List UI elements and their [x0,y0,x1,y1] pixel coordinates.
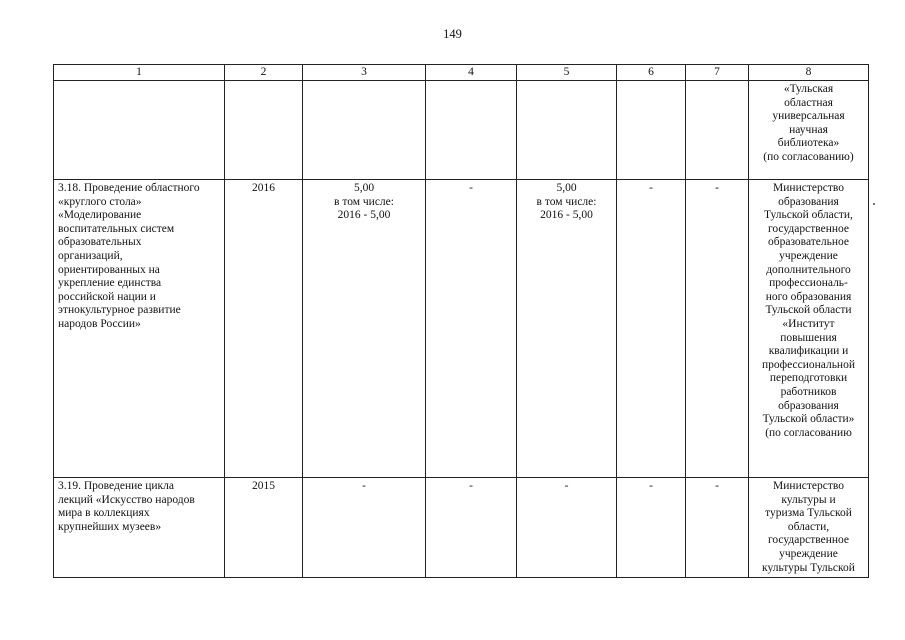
cell-line: Тульской области» [762,413,855,426]
cell-line: государственное [767,534,850,547]
year-cell: 2016 [225,180,303,478]
cell-line: квалификации и [768,345,849,358]
cell-line: воспитательных систем [58,222,175,235]
cell-line: учреждение [779,547,838,560]
cell-line: этнокультурное развитие [58,304,181,317]
regional-funding-cell [517,180,617,478]
page-number: 149 [443,27,462,41]
cell-line: Тульской области [765,304,852,317]
local-funding-cell: - [617,180,686,478]
header-cell: 3 [303,65,426,81]
federal-funding-cell [426,81,517,180]
table-header-row [54,65,869,81]
cell-line: государственное [767,222,850,235]
cell-line: Министерство [773,182,844,194]
header-cell: 1 [54,65,225,81]
cell-line: в том числе: [536,195,597,208]
scan-speck [873,203,875,205]
cell-line: библиотека» [777,137,840,150]
cell-line: народов России» [58,317,141,330]
other-funding-cell: - [686,478,749,578]
cell-line: 3.19. Проведение цикла [58,480,174,492]
federal-funding-cell: - [426,478,517,578]
table-row [54,81,869,180]
local-funding-cell: - [617,478,686,578]
header-cell: 7 [686,65,749,81]
cell-line: «круглого стола» [58,195,142,208]
cell-line: «Тульская [783,83,834,95]
year-cell: 2015 [225,478,303,578]
cell-line: туризма Тульской [765,507,852,520]
cell-line: образования [778,195,839,208]
cell-line: переподготовки [769,372,848,385]
cell-line: образовательное [767,236,850,249]
cell-line: учреждение [779,249,838,262]
cell-line: - [362,480,366,492]
total-funding-cell [303,180,426,478]
header-cell: 2 [225,65,303,81]
cell-line: Тульской области, [764,209,853,222]
total-funding-cell [303,478,426,578]
cell-line: универсальная [772,110,845,123]
regional-funding-cell [517,81,617,180]
federal-funding-cell: - [426,180,517,478]
cell-line: областная [784,96,833,109]
cell-line: «Институт [782,317,835,330]
activity-cell [54,180,225,478]
header-cell: 8 [749,65,869,81]
cell-line: ного образования [765,290,852,303]
cell-line: 2016 - 5,00 [540,209,593,222]
regional-funding-cell [517,478,617,578]
cell-line: повышения [780,331,837,344]
cell-line: 5,00 [556,182,577,194]
local-funding-cell [617,81,686,180]
year-cell [225,81,303,180]
cell-line: 5,00 [353,182,375,194]
cell-line: культуры и [781,493,836,506]
cell-line: в том числе: [334,195,394,208]
cell-line: крупнейших музеев» [58,520,162,533]
executor-cell [749,478,869,578]
header-cell: 6 [617,65,686,81]
cell-line: научная [789,123,828,136]
cell-line: - [564,480,569,492]
cell-line: профессиональ- [769,277,848,290]
cell-line: области, [787,520,830,533]
table-row [54,180,869,478]
cell-line: укрепление единства [58,277,162,290]
cell-line: работников [780,385,837,398]
cell-line: ориентированных на [58,263,160,276]
total-funding-cell [303,81,426,180]
cell-line: образовательных [58,236,142,249]
cell-line: (по согласованию [765,426,852,439]
cell-line: образования [778,399,839,412]
table-row [54,478,869,578]
cell-line: 2016 - 5,00 [337,209,391,222]
header-cell: 5 [517,65,617,81]
cell-line: мира в коллекциях [58,507,150,520]
executor-cell [749,81,869,180]
header-cell: 4 [426,65,517,81]
cell-line: 3.18. Проведение областного [58,182,200,194]
activity-cell [54,81,225,180]
cell-line: (по согласованию) [763,150,854,163]
executor-cell [749,180,869,478]
cell-line: «Моделирование [58,209,142,222]
cell-line: культуры Тульской [762,561,855,574]
cell-line: лекций «Искусство народов [58,493,195,506]
other-funding-cell: - [686,180,749,478]
cell-line: профессиональной [761,358,855,371]
other-funding-cell [686,81,749,180]
program-table [53,64,869,578]
cell-line: российской нации и [58,290,156,303]
activity-cell [54,478,225,578]
cell-line: организаций, [58,249,123,262]
cell-line: дополнительного [766,263,851,276]
cell-line: Министерство [773,480,844,492]
